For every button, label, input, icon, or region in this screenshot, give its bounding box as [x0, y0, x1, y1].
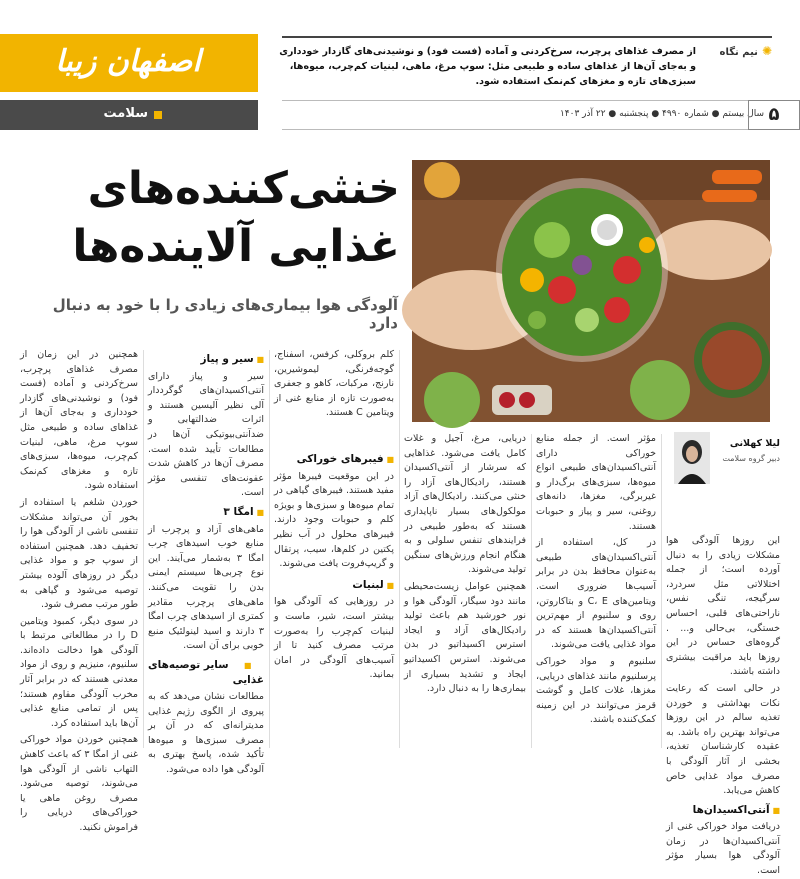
headline	[20, 160, 400, 276]
column-divider	[269, 350, 270, 748]
section-tag	[0, 100, 258, 130]
paragraph: در کل، استفاده از آنتی‌اکسیدان‌های طبیعی به‌عنوان محافظ بدن در برابر آسیب‌ها ضروری است. ویتامین‌های C، E و بتاکاروتن، روی و سلنیوم از مهم‌ترین آنتی‌اکسیدان‌ها هستند که در مواد غذایی یافت می‌شوند.	[536, 537, 656, 651]
paragraph: این روزها آلودگی هوا مشکلات زیادی را به دنبال آورده است؛ از جمله اختلالاتی مثل سردرد، سرگیجه، تنگی نفس، ناراحتی‌های قلبی، احساس خستگی، بی‌حالی و... . گروه‌های حساس در این روزها باید مراقبت بیشتری داشته باشند.	[666, 535, 780, 678]
subheading: ■ فیبرهای خوراکی	[274, 452, 394, 468]
teaser-text: از مصرف غذاهای پرچرب، سرخ‌کردنی و آماده (فست فود) و نوشیدنی‌های گازدار خودداری و به‌جای آن‌ها از غذاهای ساده و طبیعی مثل: سوپ مرغ، ماهی، لبنیات کم‌چرب، میوه‌ها، سبزی‌های تازه و مغزهای کم‌نمک استفاده شود.	[279, 46, 696, 87]
sun-icon: ✺	[761, 44, 772, 58]
author-role: دبیر گروه سلامت	[722, 454, 780, 463]
article-column-1	[20, 348, 138, 833]
paragraph: همچنین خوردن مواد خوراکی غنی از امگا ۳ که باعث کاهش التهاب ناشی از آلودگی هوا می‌شوند، توصیه می‌شود. مصرف روغن ماهی یا خوراکی‌های دریایی را فراموش نکنید.	[20, 734, 138, 833]
masthead	[0, 34, 800, 92]
paragraph: همچنین در این زمان از مصرف غذاهای پرچرب، سرخ‌کردنی و آماده (فست فود) و نوشیدنی‌های گازدار خودداری و به‌جای آن‌ها از غذاهای ساده و طبیعی مثل سوپ مرغ، ماهی، لبنیات کم‌چرب، میوه‌ها، سبزی‌های تازه و مغزهای کم‌نمک استفاده شود.	[20, 349, 138, 492]
salad-bowl-photo	[412, 160, 770, 422]
headline-line-2: غذایی آلاینده‌ها	[72, 221, 400, 272]
paragraph: مطالعات نشان می‌دهد که به پیروی از الگوی رژیم غذایی مدیترانه‌ای که در آن بر مصرف سبزی‌ها و میوه‌ها تأکید شده، پاسخ بهتری به آلودگی هوا داده می‌شود.	[148, 691, 264, 776]
square-bullet-icon	[154, 111, 162, 119]
subtitle: آلودگی هوا بیماری‌های زیادی را با خود به دنبال دارد	[52, 296, 398, 332]
headline-line-1: خنثی‌کننده‌های	[87, 163, 400, 214]
subheading: ■ لبنیات	[274, 578, 394, 594]
paragraph: در سوی دیگر، کمبود ویتامین D را در مطالعاتی مرتبط با آلودگی هوا دخالت داده‌اند. سلنیوم، منیزیم و روی از مواد معدنی هستند که در برابر آثار مخرب آلودگی مقاوم هستند؛ پس از تمامی منابع غذایی آن‌ها باید استفاده کرد.	[20, 615, 138, 729]
paragraph: کلم بروکلی، کرفس، اسفناج، گوجه‌فرنگی، لیموشیرین، نارنج، مرکبات، کاهو و جعفری به‌صورت تازه از منابع غنی از ویتامین C هستند.	[274, 349, 394, 419]
paragraph: در این موقعیت فیبرها مؤثر مفید هستند. فیبرهای گیاهی در تمام میوه‌ها و سبزی‌ها و بویژه کلم و حبوبات وجود دارند. فیبرهای محلول در آب نظیر پکتین در کلم‌ها، سیب، پرتقال و گریپ‌فروت یافت می‌شوند.	[274, 470, 394, 570]
article-column-5	[536, 432, 656, 748]
teaser-label	[720, 44, 772, 58]
author-card	[666, 432, 780, 528]
article-column-3-top	[274, 348, 394, 432]
author-name: لیلا کهلانی	[729, 438, 780, 449]
paragraph: در حالی است که رعایت نکات بهداشتی و خوردن تغذیه سالم در این روزها می‌تواند بهترین راه باشد. به عقیده کارشناسان تغذیه، بخشی از آثار آلودگی با مصرف مواد غذایی خاص کاهش می‌یابد.	[666, 682, 780, 797]
paragraph: همچنین عوامل زیست‌محیطی مانند دود سیگار، آلودگی هوا و نور خورشید هم باعث تولید رادیکال‌های آزاد و ایجاد استرس اکسیداتیو در بدن می‌شوند. استرس اکسیداتیو ایجاد و تشدید بسیاری از بیماری‌ها را به دنبال دارد.	[404, 580, 526, 695]
paragraph: خوردن شلغم یا استفاده از بخور آن می‌تواند مشکلات تنفسی ناشی از آلودگی هوا را تخفیف دهد. همچنین استفاده از سوپ جو و مواد غذایی دیگر در روزهای آلوده بیشتر توصیه می‌شود و گیاهی به طور مرتب مصرف شود.	[20, 496, 138, 611]
subheading: ■ سایر توصیه‌های غذایی	[148, 658, 264, 688]
teaser-label-text: نیم نگاه	[719, 47, 758, 58]
column-divider	[143, 350, 144, 748]
subheading: ■ سیر و پیاز	[148, 352, 264, 368]
issue-info-bar	[282, 100, 772, 130]
salad-illustration	[412, 160, 770, 422]
paragraph: در روزهایی که آلودگی هوا بیشتر است، شیر، ماست و لبنیات کم‌چرب را به‌صورت مرتب مصرف کنید تا از آسیب‌های آلودگی در امان بمانید.	[274, 596, 394, 681]
author-avatar	[674, 432, 710, 484]
paragraph: دریایی، مرغ، آجیل و غلات کامل یافت می‌شود. غذاهایی که سرشار از آنتی‌اکسیدان هستند، رادیکال‌های آزاد را خنثی می‌کنند. رادیکال‌های آزاد مولکول‌های بسیار ناپایداری هستند که به‌طور طبیعی در فرایندهای تنفس سلولی و به هنگام انجام ورزش‌های سنگین تولید می‌شوند.	[404, 433, 526, 576]
newspaper-logo	[0, 34, 258, 92]
logo-text: اصفهان زیبا	[55, 44, 201, 79]
subheading: ■ آنتی‌اکسیدان‌ها	[666, 803, 780, 819]
article-column-4	[404, 432, 526, 748]
section-title: سلامت	[103, 106, 148, 121]
paragraph: سیر و پیاز دارای آنتی‌اکسیدان‌های گوگرددار آلی نظیر آلیسین هستند و اثرات ضدالتهابی و ضدآنتی‌بیوتیکی آن‌ها در مطالعات تأیید شده است. مصرف آن‌ها در کاهش شدت عفونت‌های تنفسی مؤثر است.	[148, 370, 264, 499]
paragraph: ماهی‌های آزاد و پرچرب از منابع خوب اسیدهای چرب امگا ۳ به‌شمار می‌آیند. این نوع چربی‌ها سیستم ایمنی بدن را تقویت می‌کنند. ماهی‌های پرچرب مقادیر کمتری از اسیدهای چرب امگا ۳ دارند و اسید لینولئیک منبع خوبی برای آن است.	[148, 523, 264, 652]
issue-info: سال بیستم ● شماره ۴۹۹۰ ● پنجشنبه ● ۲۲ آذر ۱۴۰۳	[559, 109, 764, 119]
paragraph: مؤثر است. از جمله منابع خوراکی دارای آنتی‌اکسیدان‌های طبیعی انواع میوه‌ها، سبزی‌های برگ‌دار و غیربرگی، مغزها، دانه‌های روغنی، سیر و پیاز و حبوبات هستند.	[536, 433, 656, 532]
article-column-3	[274, 452, 394, 748]
column-divider	[399, 350, 400, 748]
article-column-2	[148, 348, 264, 776]
author-silhouette-icon	[674, 432, 710, 484]
column-divider	[661, 434, 662, 748]
section-bar	[0, 92, 800, 136]
column-divider	[531, 434, 532, 748]
article-column-6	[666, 534, 780, 877]
page-number: ۵	[748, 100, 800, 130]
paragraph: سلنیوم و مواد خوراکی پرسلنیوم مانند غذاهای دریایی، مغزها، غلات کامل و گوشت قرمز می‌توانند در این زمینه کمک‌کننده باشند.	[536, 655, 656, 726]
teaser-box	[279, 36, 772, 88]
subheading: ■ امگا ۳	[148, 505, 264, 521]
paragraph: دریافت مواد خوراکی غنی از آنتی‌اکسیدان‌ها در زمان آلودگی هوا بسیار مؤثر است.	[666, 821, 780, 877]
